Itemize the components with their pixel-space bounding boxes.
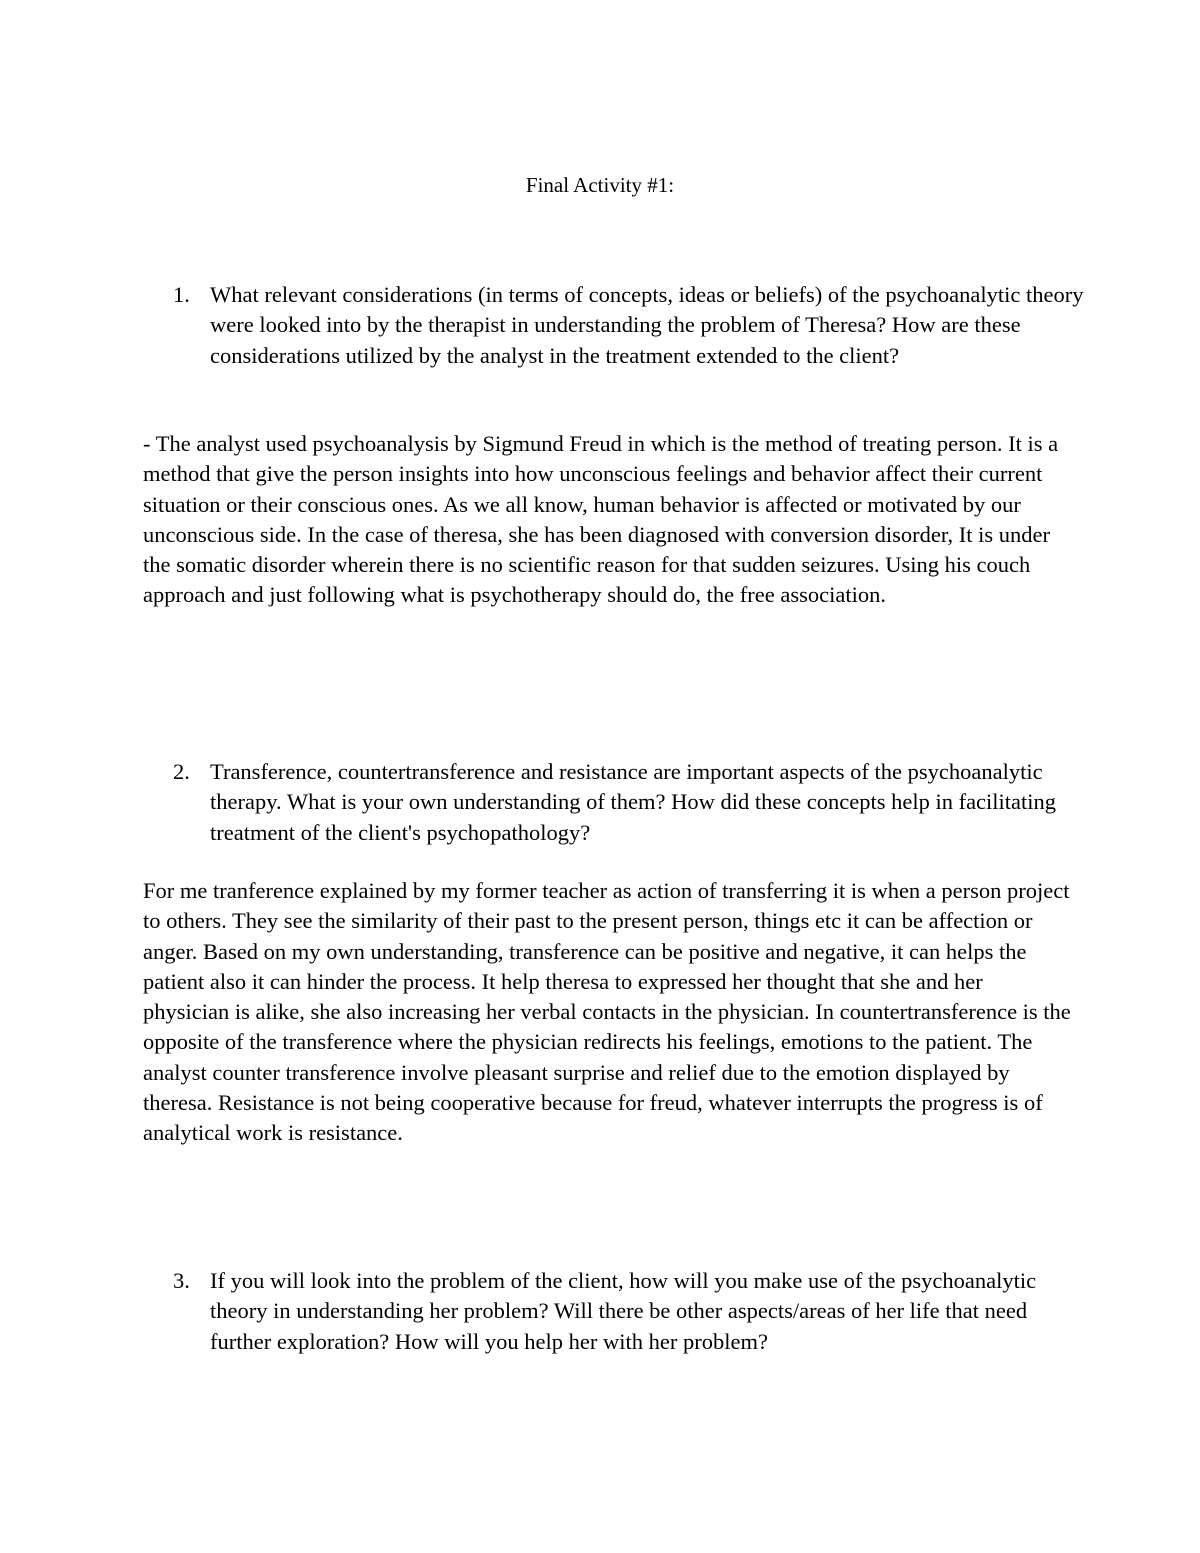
question-number: 2. bbox=[173, 759, 190, 784]
question-text: What relevant considerations (in terms of concepts, ideas or beliefs) of the psychoanalytic theory were looked into by the therapist in understanding the problem of Theresa? How are these considerations utilized by the analyst in the treatment extended to the client? bbox=[210, 282, 1084, 368]
question-3 bbox=[173, 1266, 1090, 1357]
answer-1: - The analyst used psychoanalysis by Sigmund Freud in which is the method of treating person. It is a method that give the person insights into how unconscious feelings and behavior affect their current situation or their conscious ones. As we all know, human behavior is affected or motivated by our unconscious side. In the case of theresa, she has been diagnosed with conversion disorder, It is under the somatic disorder wherein there is no scientific reason for that sudden seizures. Using his couch approach and just following what is psychotherapy should do, the free association. bbox=[143, 431, 1059, 608]
question-text: Transference, countertransference and resistance are important aspects of the psychoanalytic therapy. What is your own understanding of them? How did these concepts help in facilitating treatment of the client's psychopathology? bbox=[210, 759, 1057, 845]
question-text: If you will look into the problem of the client, how will you make use of the psychoanalytic theory in understanding her problem? Will there be other aspects/areas of her life that need further exploration? How will you help her with her problem? bbox=[210, 1268, 1037, 1354]
question-number: 3. bbox=[173, 1268, 190, 1293]
document-title: Final Activity #1: bbox=[525, 173, 675, 197]
question-2 bbox=[173, 757, 1090, 848]
answer-2: For me tranference explained by my former teacher as action of transferring it is when a person project to others. They see the similarity of their past to the present person, things etc it can be affection or anger. Based on my own understanding, transference can be positive and negative, it can helps the patient also it can hinder the process. It help theresa to expressed her thought that she and her physician is alike, she also increasing her verbal contacts in the physician. In countertransference is the opposite of the transference where the physician redirects his feelings, emotions to the patient. The analyst counter transference involve pleasant surprise and relief due to the emotion displayed by theresa. Resistance is not being cooperative because for freud, whatever interrupts the progress is of analytical work is resistance. bbox=[143, 878, 1071, 1146]
question-number: 1. bbox=[173, 282, 190, 307]
question-1 bbox=[173, 280, 1090, 371]
